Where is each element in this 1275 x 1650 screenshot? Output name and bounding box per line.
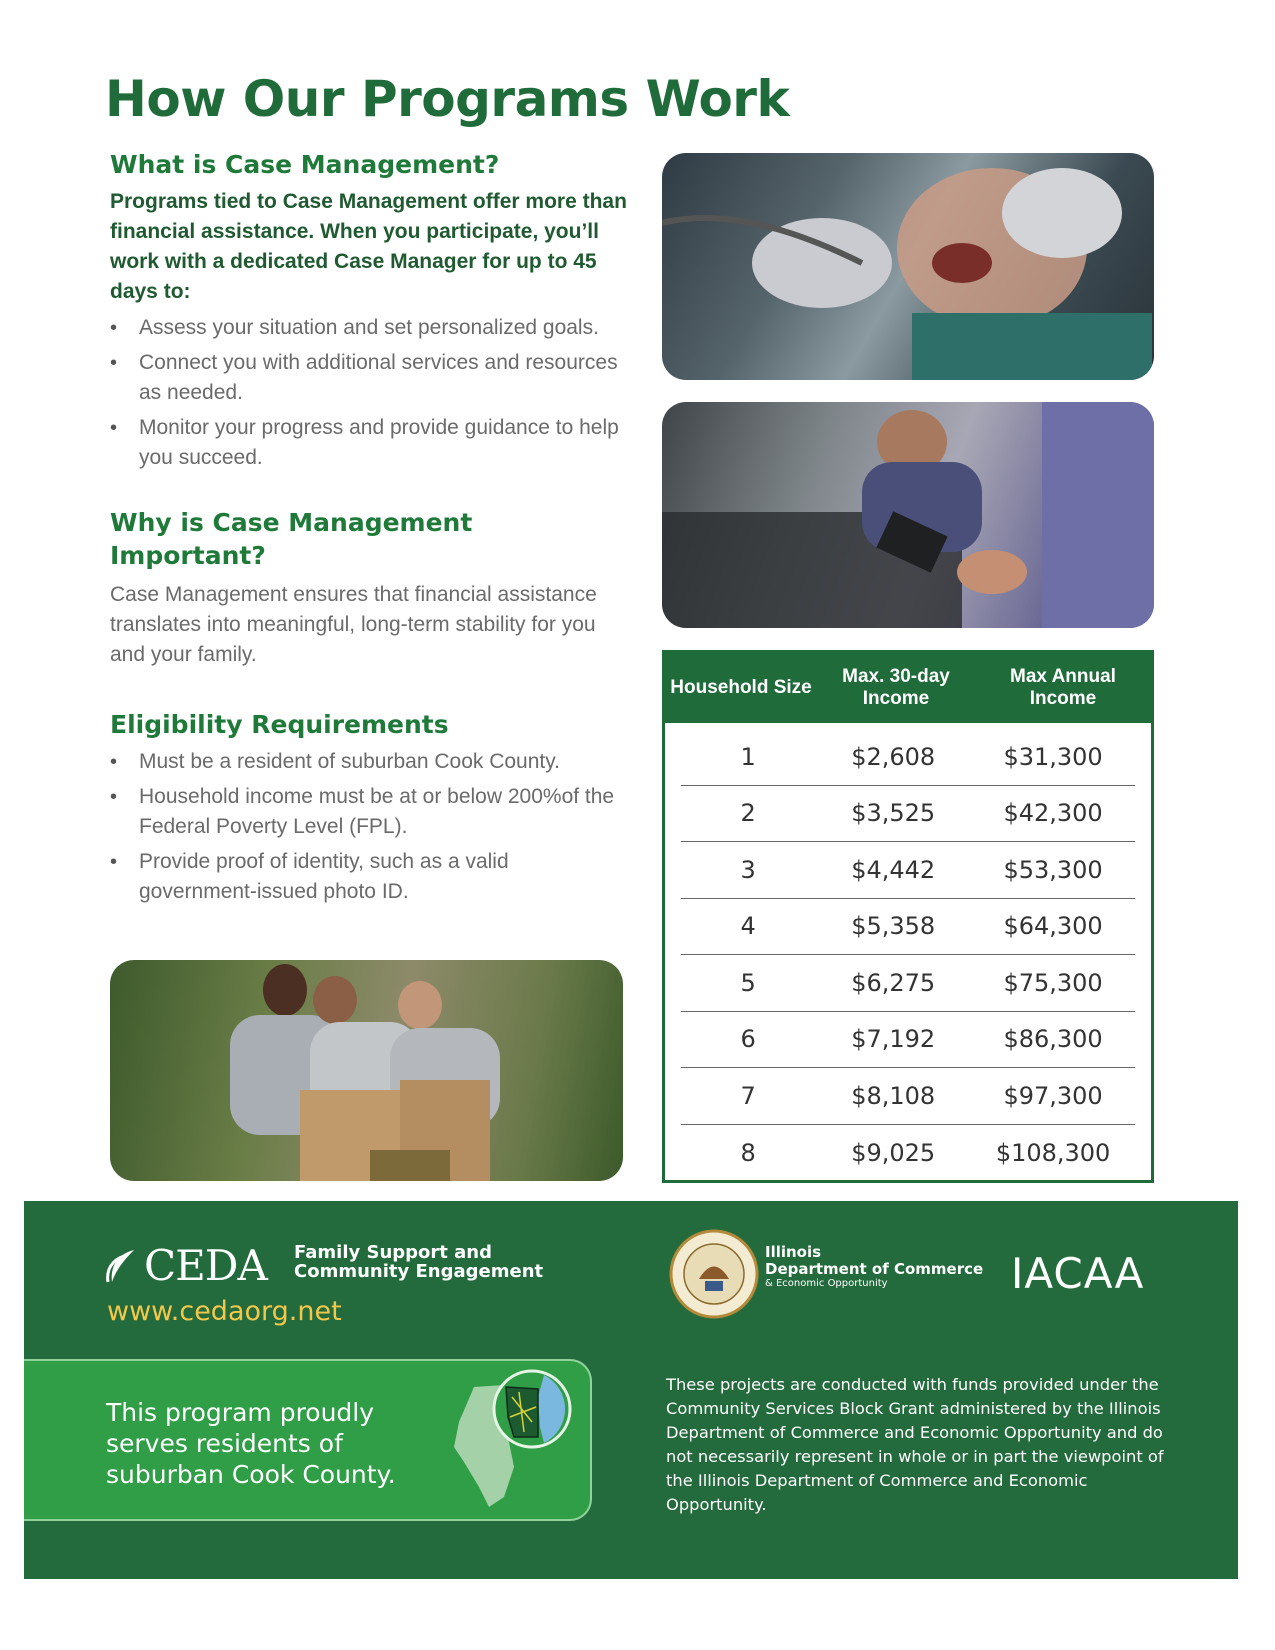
table-row: 2 $3,525 $42,300	[681, 786, 1135, 843]
page-title: How Our Programs Work	[105, 70, 790, 128]
table-body	[665, 723, 1151, 1181]
why-heading: Why is Case Management Important?	[110, 508, 473, 570]
list-item: • Assess your situation and set personalized goals.	[110, 313, 630, 343]
list-item: • Monitor your progress and provide guidance to help you succeed.	[110, 413, 630, 473]
list-item: • Must be a resident of suburban Cook County.	[110, 747, 630, 777]
case-management-intro: Programs tied to Case Management offer more than financial assistance. When you participate, you’ll work with a dedicated Case Manager for up to 45 days to:	[110, 190, 627, 303]
header-household-size: Household Size	[670, 677, 812, 698]
bullet-icon: •	[110, 851, 118, 873]
case-management-list	[110, 313, 630, 473]
table-row: 5 $6,275 $75,300	[681, 955, 1135, 1012]
bullet-icon: •	[110, 786, 118, 808]
bullet-icon: •	[110, 417, 118, 439]
table-row: 1 $2,608 $31,300	[681, 729, 1135, 786]
table-row: 4 $5,358 $64,300	[681, 899, 1135, 956]
list-item: • Connect you with additional services and resources as needed.	[110, 348, 630, 408]
mechanic-photo	[662, 402, 1154, 628]
income-table	[662, 650, 1154, 1183]
volunteers-photo	[110, 960, 623, 1181]
cook-county-map-icon	[434, 1367, 584, 1517]
table-row: 3 $4,442 $53,300	[681, 842, 1135, 899]
footer-banner	[24, 1201, 1238, 1579]
ceda-logo	[104, 1241, 267, 1290]
dental-photo	[662, 153, 1154, 380]
list-item: • Household income must be at or below 200%of the Federal Poverty Level (FPL).	[110, 782, 630, 842]
table-header	[665, 653, 1151, 723]
eligibility-list	[110, 747, 630, 907]
left-column	[110, 148, 630, 912]
iacaa-logo: IACAA	[1011, 1249, 1145, 1298]
header-max-annual-income: Max Annual Income	[1010, 666, 1116, 709]
service-area-text: This program proudly serves residents of suburban Cook County.	[106, 1398, 396, 1489]
bullet-icon: •	[110, 352, 118, 374]
table-row: 8 $9,025 $108,300	[740, 1138, 1111, 1167]
funding-disclaimer: These projects are conducted with funds provided under the Community Services Block Grant administered by the Illinois Department of Commerce and Economic Opportunity and do not necessarily represent in whole or in part the viewpoint of the Illinois Department of Commerce and Economic Opportunity.	[666, 1375, 1164, 1514]
ceda-tagline: Family Support and Community Engagement	[294, 1242, 544, 1282]
list-item: • Provide proof of identity, such as a valid government-issued photo ID.	[110, 847, 630, 907]
header-max-30-day-income: Max. 30-day Income	[842, 666, 950, 709]
illinois-seal-icon	[669, 1229, 759, 1319]
bullet-icon: •	[110, 317, 118, 339]
case-management-heading: What is Case Management?	[110, 150, 500, 179]
ceda-leaf-icon	[104, 1246, 140, 1286]
website-link[interactable]: www.cedaorg.net	[107, 1296, 342, 1327]
table-row: 6 $7,192 $86,300	[681, 1012, 1135, 1069]
bullet-icon: •	[110, 751, 118, 773]
illinois-dceo-logo: Illinois Department of Commerce & Economic Opportunity	[765, 1243, 984, 1289]
why-text: Case Management ensures that financial assistance translates into meaningful, long-term stability for you and your family.	[110, 583, 597, 666]
table-row: 7 $8,108 $97,300	[681, 1068, 1135, 1125]
eligibility-heading: Eligibility Requirements	[110, 710, 449, 739]
service-area-box	[24, 1359, 592, 1521]
ceda-wordmark: CEDA	[144, 1241, 267, 1290]
